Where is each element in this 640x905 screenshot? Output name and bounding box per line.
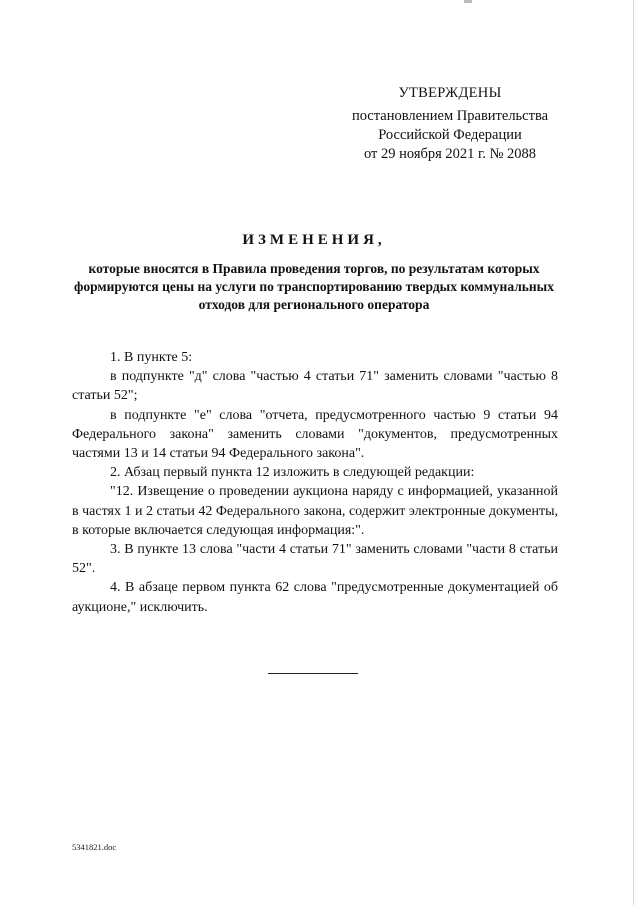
paragraph-2: в подпункте "д" слова "частью 4 статьи 71" заменить словами "частью 8 статьи 52"; [72,369,558,404]
document-title: ИЗМЕНЕНИЯ, [242,232,386,248]
paragraph-5: "12. Извещение о проведении аукциона наряду с информацией, указанной в частях 1 и 2 статьи 42 Федерального закона, содержит электронные документы, в которые включается следующая информация:". [72,484,558,538]
document-subtitle: которые вносятся в Правила проведения торгов, по результатам которых формируются цены на услуги по транспортированию твердых коммунальных отходов для регионального оператора [74,261,554,312]
paragraph-6: 3. В пункте 13 слова "части 4 статьи 71" заменить словами "части 8 статьи 52". [72,542,558,577]
approval-heading: УТВЕРЖДЕНЫ [398,85,502,101]
approval-line-1: постановлением Правительства [351,108,549,124]
closing-divider [268,673,358,674]
document-body [72,348,558,617]
paragraph-4: 2. Абзац первый пункта 12 изложить в следующей редакции: [110,465,475,481]
footer-file-name: 5341821.doc [72,842,117,852]
paragraph-7: 4. В абзаце первом пункта 62 слова "предусмотренные документацией об аукционе," исключить. [72,580,558,615]
paragraph-1: 1. В пункте 5: [110,350,193,365]
approval-line-3: от 29 ноября 2021 г. № 2088 [363,146,537,162]
scan-mark [464,0,472,3]
approval-line-2: Российской Федерации [378,127,522,143]
approval-block [330,84,570,164]
paragraph-3: в подпункте "е" слова "отчета, предусмотренного частью 9 статьи 94 Федерального закона" заменить словами "документов, предусмотренных частями 13 и 14 статьи 94 Федерального закона". [72,407,558,462]
page-edge [633,0,634,905]
